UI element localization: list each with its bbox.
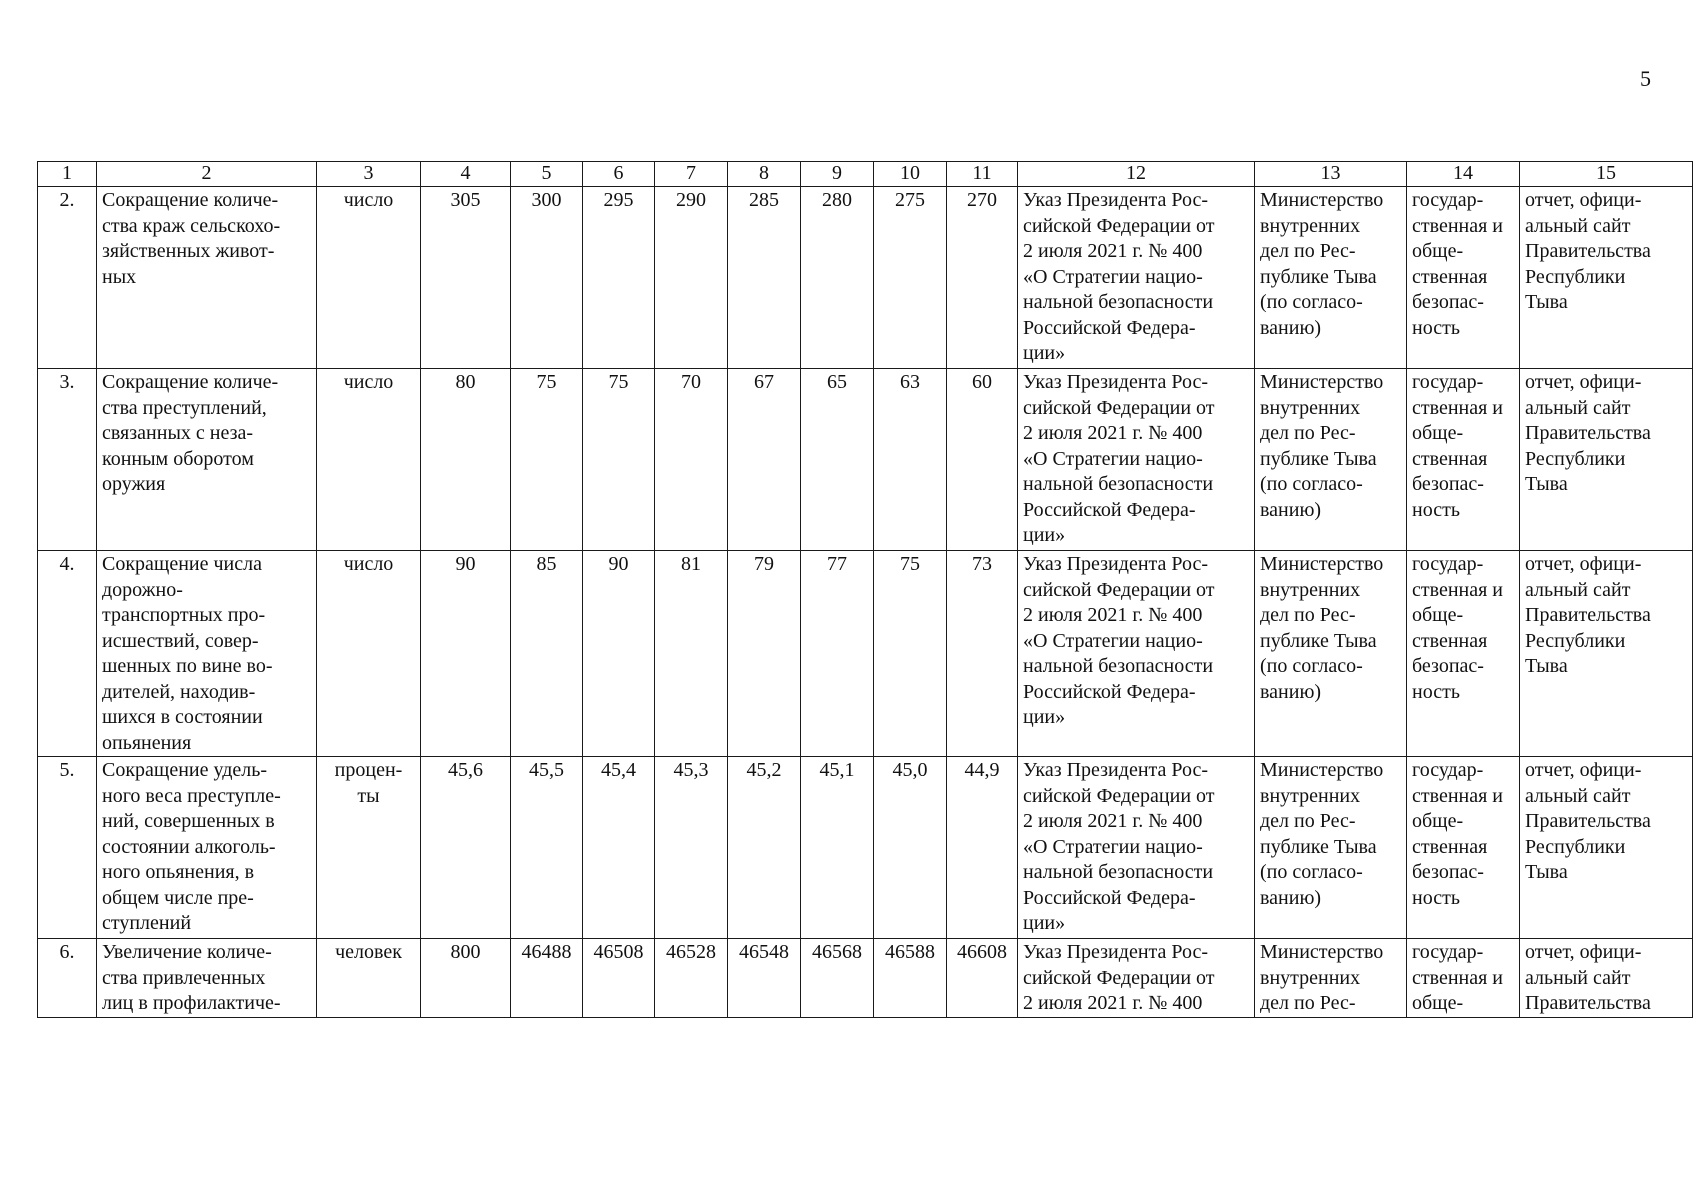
- unit-cell: человек: [317, 939, 421, 1018]
- column-header: 10: [874, 162, 947, 187]
- value-cell: 46608: [947, 939, 1018, 1018]
- row-number: 3.: [38, 369, 97, 551]
- value-cell: 79: [728, 551, 801, 757]
- responsible-cell: Министерство внутренних дел по Рес- публике Тыва (по согласо- ванию): [1255, 369, 1407, 551]
- area-cell: государ- ственная и обще- ственная безопас- ность: [1407, 757, 1520, 939]
- basis-cell: Указ Президента Рос- сийской Федерации от 2 июля 2021 г. № 400: [1018, 939, 1255, 1018]
- table-row: [38, 187, 1693, 369]
- value-cell: 295: [583, 187, 655, 369]
- indicator-name: Сокращение удель- ного веса преступле- ний, совершенных в состоянии алкоголь- ного опьянения, в общем числе пре- ступлений: [97, 757, 317, 939]
- value-cell: 45,5: [511, 757, 583, 939]
- value-cell: 65: [801, 369, 874, 551]
- row-number: 4.: [38, 551, 97, 757]
- source-cell: отчет, офици- альный сайт Правительства Республики Тыва: [1520, 187, 1693, 369]
- value-cell: 85: [511, 551, 583, 757]
- responsible-cell: Министерство внутренних дел по Рес-: [1255, 939, 1407, 1018]
- value-cell: 300: [511, 187, 583, 369]
- column-header: 7: [655, 162, 728, 187]
- header-row: [38, 162, 1693, 187]
- value-cell: 45,3: [655, 757, 728, 939]
- column-header: 4: [421, 162, 511, 187]
- value-cell: 285: [728, 187, 801, 369]
- value-cell: 45,4: [583, 757, 655, 939]
- area-cell: государ- ственная и обще-: [1407, 939, 1520, 1018]
- indicator-name: Сокращение числа дорожно- транспортных про- исшествий, совер- шенных по вине во- дителей, находив- шихся в состоянии опьянения: [97, 551, 317, 757]
- source-cell: отчет, офици- альный сайт Правительства: [1520, 939, 1693, 1018]
- value-cell: 280: [801, 187, 874, 369]
- value-cell: 44,9: [947, 757, 1018, 939]
- value-cell: 45,0: [874, 757, 947, 939]
- value-cell: 75: [874, 551, 947, 757]
- indicator-name: Сокращение количе- ства краж сельскохо- зяйственных живот- ных: [97, 187, 317, 369]
- row-number: 5.: [38, 757, 97, 939]
- value-cell: 305: [421, 187, 511, 369]
- area-cell: государ- ственная и обще- ственная безопас- ность: [1407, 187, 1520, 369]
- responsible-cell: Министерство внутренних дел по Рес- публике Тыва (по согласо- ванию): [1255, 757, 1407, 939]
- value-cell: 46548: [728, 939, 801, 1018]
- column-header: 15: [1520, 162, 1693, 187]
- value-cell: 46508: [583, 939, 655, 1018]
- column-header: 9: [801, 162, 874, 187]
- column-header: 14: [1407, 162, 1520, 187]
- indicator-name: Сокращение количе- ства преступлений, связанных с неза- конным оборотом оружия: [97, 369, 317, 551]
- basis-cell: Указ Президента Рос- сийской Федерации от 2 июля 2021 г. № 400 «О Стратегии нацио- нальной безопасности Российской Федера- ции»: [1018, 757, 1255, 939]
- column-header: 11: [947, 162, 1018, 187]
- row-number: 6.: [38, 939, 97, 1018]
- value-cell: 75: [511, 369, 583, 551]
- value-cell: 90: [421, 551, 511, 757]
- value-cell: 275: [874, 187, 947, 369]
- column-header: 8: [728, 162, 801, 187]
- value-cell: 75: [583, 369, 655, 551]
- value-cell: 45,1: [801, 757, 874, 939]
- value-cell: 800: [421, 939, 511, 1018]
- column-header: 12: [1018, 162, 1255, 187]
- source-cell: отчет, офици- альный сайт Правительства Республики Тыва: [1520, 757, 1693, 939]
- value-cell: 60: [947, 369, 1018, 551]
- area-cell: государ- ственная и обще- ственная безопас- ность: [1407, 369, 1520, 551]
- value-cell: 77: [801, 551, 874, 757]
- column-header: 3: [317, 162, 421, 187]
- unit-cell: число: [317, 369, 421, 551]
- value-cell: 45,2: [728, 757, 801, 939]
- source-cell: отчет, офици- альный сайт Правительства Республики Тыва: [1520, 551, 1693, 757]
- responsible-cell: Министерство внутренних дел по Рес- публике Тыва (по согласо- ванию): [1255, 187, 1407, 369]
- value-cell: 46568: [801, 939, 874, 1018]
- indicator-name: Увеличение количе- ства привлеченных лиц в профилактиче-: [97, 939, 317, 1018]
- value-cell: 73: [947, 551, 1018, 757]
- area-cell: государ- ственная и обще- ственная безопас- ность: [1407, 551, 1520, 757]
- unit-cell: процен- ты: [317, 757, 421, 939]
- column-header: 2: [97, 162, 317, 187]
- column-header: 13: [1255, 162, 1407, 187]
- row-number: 2.: [38, 187, 97, 369]
- value-cell: 90: [583, 551, 655, 757]
- unit-cell: число: [317, 187, 421, 369]
- basis-cell: Указ Президента Рос- сийской Федерации от 2 июля 2021 г. № 400 «О Стратегии нацио- нальной безопасности Российской Федера- ции»: [1018, 369, 1255, 551]
- value-cell: 67: [728, 369, 801, 551]
- responsible-cell: Министерство внутренних дел по Рес- публике Тыва (по согласо- ванию): [1255, 551, 1407, 757]
- unit-cell: число: [317, 551, 421, 757]
- value-cell: 270: [947, 187, 1018, 369]
- column-header: 5: [511, 162, 583, 187]
- column-header: 1: [38, 162, 97, 187]
- value-cell: 63: [874, 369, 947, 551]
- column-header: 6: [583, 162, 655, 187]
- basis-cell: Указ Президента Рос- сийской Федерации от 2 июля 2021 г. № 400 «О Стратегии нацио- нальной безопасности Российской Федера- ции»: [1018, 551, 1255, 757]
- table-row: [38, 369, 1693, 551]
- value-cell: 81: [655, 551, 728, 757]
- value-cell: 290: [655, 187, 728, 369]
- indicators-table: [37, 161, 1693, 1018]
- source-cell: отчет, офици- альный сайт Правительства Республики Тыва: [1520, 369, 1693, 551]
- table-row: [38, 757, 1693, 939]
- basis-cell: Указ Президента Рос- сийской Федерации от 2 июля 2021 г. № 400 «О Стратегии нацио- нальной безопасности Российской Федера- ции»: [1018, 187, 1255, 369]
- table-row: [38, 551, 1693, 757]
- value-cell: 46588: [874, 939, 947, 1018]
- value-cell: 70: [655, 369, 728, 551]
- value-cell: 80: [421, 369, 511, 551]
- value-cell: 46488: [511, 939, 583, 1018]
- page-number: 5: [1640, 66, 1651, 91]
- value-cell: 46528: [655, 939, 728, 1018]
- table-row: [38, 939, 1693, 1018]
- value-cell: 45,6: [421, 757, 511, 939]
